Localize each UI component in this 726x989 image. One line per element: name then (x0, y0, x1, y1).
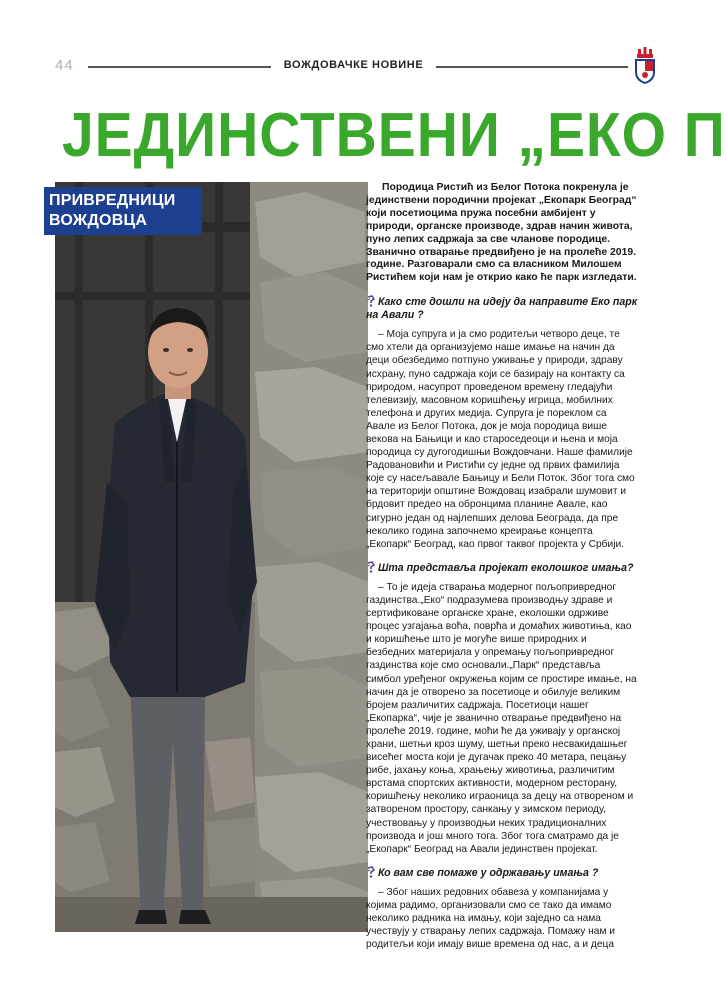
rubric-line-1: ПРИВРЕДНИЦИ (49, 192, 176, 209)
question-2 (366, 561, 638, 575)
publication-name: ВОЖДОВАЧКЕ НОВИНЕ (283, 59, 424, 71)
section-rubric (44, 187, 202, 235)
question-bullet-icon (366, 561, 376, 573)
portrait-photo (55, 182, 368, 932)
rubric-line-2: ВОЖДОВЦА (49, 212, 148, 229)
header-rule-left (88, 66, 271, 68)
question-2-text: Шта представља пројекат еколошког имања? (378, 561, 634, 574)
answer-1: – Моја супруга и ја смо родитељи четворо деце, те смо хтели да организујемо наше имање на начин да деци обезбедимо потпуно уживање у природи, здраву исхрану, пуно садржаја који се базирају на контакту са природом, насупрот проведеном времену гледајући телевизију, масовном коришћењу игрица, мобилних телефона и других медија. Супруга је пореклом са Авале из Белог Потока, док је моја породица више векова на Бањици и као староседеоци и њена и моја породица су дугогодишњи Вождовчани. Наше фамилије Радовановићи и Ристићи су једне од првих фамилија које су насељавале Бањицу и Бели Поток. Због тога смо на територији општине Вождовац изабрали шумовит и брдовит предео на обронцима планине Авале, као сигурно један од најлепших делова Београда, да пре неколико година започнемо креирање концепта „Екопарк“ Београд, као првог таквог пројекта у Србији. (366, 329, 635, 550)
question-1 (366, 295, 638, 322)
question-1-text: Како сте дошли на идеју да направите Еко парк на Авали ? (366, 296, 638, 322)
header-rule-right (436, 66, 628, 68)
answer-3: – Због наших редовних обавеза у компанијама у којима радимо, организовали смо се тако да имамо неколико радника на имању, који заједно са нама учествују у стварању лепих садржаја. Помажу нам и родитељи који имају више времена од нас, а и деца (366, 886, 615, 951)
question-bullet-icon (366, 866, 376, 878)
coat-of-arms-icon (633, 47, 657, 85)
page-number: 44 (55, 57, 74, 74)
question-3-text: Ко вам све помаже у одржавању имања ? (378, 866, 599, 879)
headline: ЈЕДИНСТВЕНИ „ЕКО П (62, 101, 726, 170)
article-body (366, 182, 638, 951)
question-3 (366, 866, 638, 880)
article-lead: Породица Ристић из Белог Потока покренула је јединствени породични пројекат „Екопарк Београд“ који посетиоцима пружа посебни амбијент у природи, органске производе, здрав начин живота, пуно лепих садржаја за све чланове породице. Званично отварање предвиђено је на пролеће 2019. године. Разговарали смо са власником Милошем Ристићем који нам је открио како ће парк изгледати. (366, 182, 637, 284)
answer-2: – То је идеја стварања модерног пољопривредног газдинства.„Еко“ подразумева производњу здраве и сертификоване органске хране, еколошки одрживе процес узгајања воћа, поврћа и домаћих животиња, као и коришћење што је могуће више природних и безбедних материјала у опремању пољопривредног газдинства које смо основали.„Парк“ представља симбол уређеног окружења којим се простире имање, на начин да је отворено за посетиоце и обилује великим бројем различитих садржаја. Посетиоци нашег „Екопарка“, чије је званично отварање предвиђено на пролеће 2019. године, моћи ће да уживају у органској храни, шетњи кроз шуму, шетњи преко несвакидашњег висећег моста који је дугачак преко 40 метара, пецању рибе, јахању коња, храњењу животиња, различитим врстама спортских активности, модерном ресторану, коришћењу неколико играоница за децу на отвореном и затвореном простору, санкању у зимском периоду, учествовању у производњи неких традиционалних производа и још много тога. Због тога сматрамо да је „Екопарк“ Београд на Авали јединствен пројекат. (366, 581, 637, 855)
question-bullet-icon (366, 295, 376, 307)
